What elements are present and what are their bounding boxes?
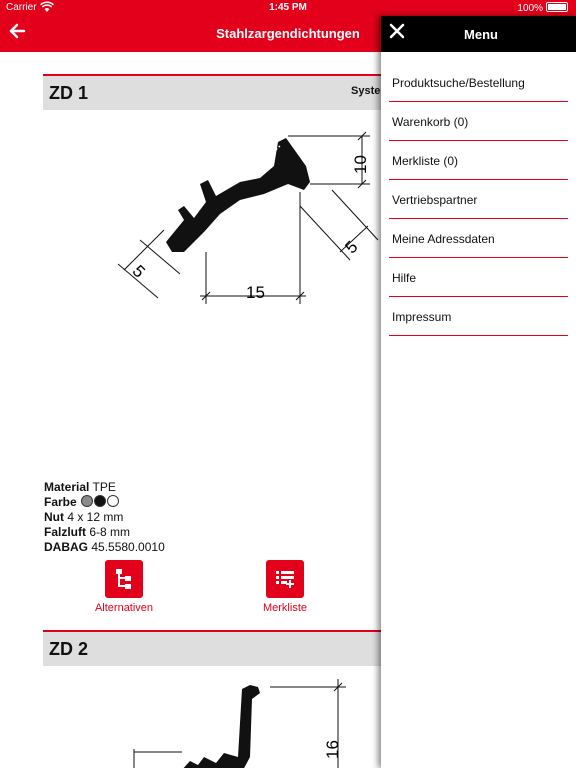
alternatives-button[interactable] xyxy=(79,560,169,614)
alternatives-label: Alternativen xyxy=(94,602,154,614)
menu-item-impressum[interactable]: Impressum xyxy=(389,297,568,336)
battery-indicator xyxy=(517,2,568,14)
menu-items xyxy=(381,52,576,336)
page-title: Stahlzargendichtungen xyxy=(216,26,360,41)
dimension-label: 15 xyxy=(246,283,265,302)
spec-nut: Nut 4 x 12 mm xyxy=(44,510,124,524)
menu-item-produktsuche[interactable]: Produktsuche/Bestellung xyxy=(389,52,568,102)
menu-header xyxy=(381,16,576,52)
menu-item-merkliste[interactable]: Merkliste (0) xyxy=(389,141,568,180)
list-add-icon xyxy=(266,560,304,598)
dimension-label: 5 xyxy=(128,261,149,282)
merkliste-label: Merkliste xyxy=(262,602,307,614)
dimension-label: 16 xyxy=(323,740,342,759)
add-to-merkliste-button[interactable] xyxy=(240,560,330,614)
product-specs xyxy=(44,480,165,555)
battery-icon xyxy=(546,2,568,12)
back-arrow-icon[interactable] xyxy=(8,22,26,45)
status-bar xyxy=(0,0,576,16)
menu-item-adressdaten[interactable]: Meine Adressdaten xyxy=(389,219,568,258)
color-swatch-white xyxy=(107,495,119,507)
menu-title: Menu xyxy=(464,27,498,42)
dimension-label: 5 xyxy=(341,237,362,258)
spec-material: Material TPE xyxy=(44,480,116,494)
carrier-label: Carrier xyxy=(6,2,37,13)
clock: 1:45 PM xyxy=(269,2,307,13)
product-profile-drawing xyxy=(120,677,360,768)
spec-farbe: Farbe xyxy=(44,495,165,510)
product-system-label: Syste xyxy=(351,85,381,97)
profile-shape xyxy=(166,138,310,252)
spec-dabag: DABAG 45.5580.0010 xyxy=(44,540,165,554)
profile-shape xyxy=(180,685,260,768)
spec-falzluft: Falzluft 6-8 mm xyxy=(44,525,131,539)
menu-item-vertriebspartner[interactable]: Vertriebspartner xyxy=(389,180,568,219)
battery-percent: 100% xyxy=(517,3,543,14)
product-profile-drawing xyxy=(100,122,400,312)
product-name: ZD 2 xyxy=(49,639,89,659)
product-name: ZD 1 xyxy=(49,83,89,103)
dimension-label: 10 xyxy=(351,155,370,174)
color-swatch-black xyxy=(94,495,106,507)
menu-item-hilfe[interactable]: Hilfe xyxy=(389,258,568,297)
hierarchy-icon xyxy=(105,560,143,598)
side-menu xyxy=(381,16,576,768)
menu-item-warenkorb[interactable]: Warenkorb (0) xyxy=(389,102,568,141)
color-swatch-grey xyxy=(81,495,93,507)
